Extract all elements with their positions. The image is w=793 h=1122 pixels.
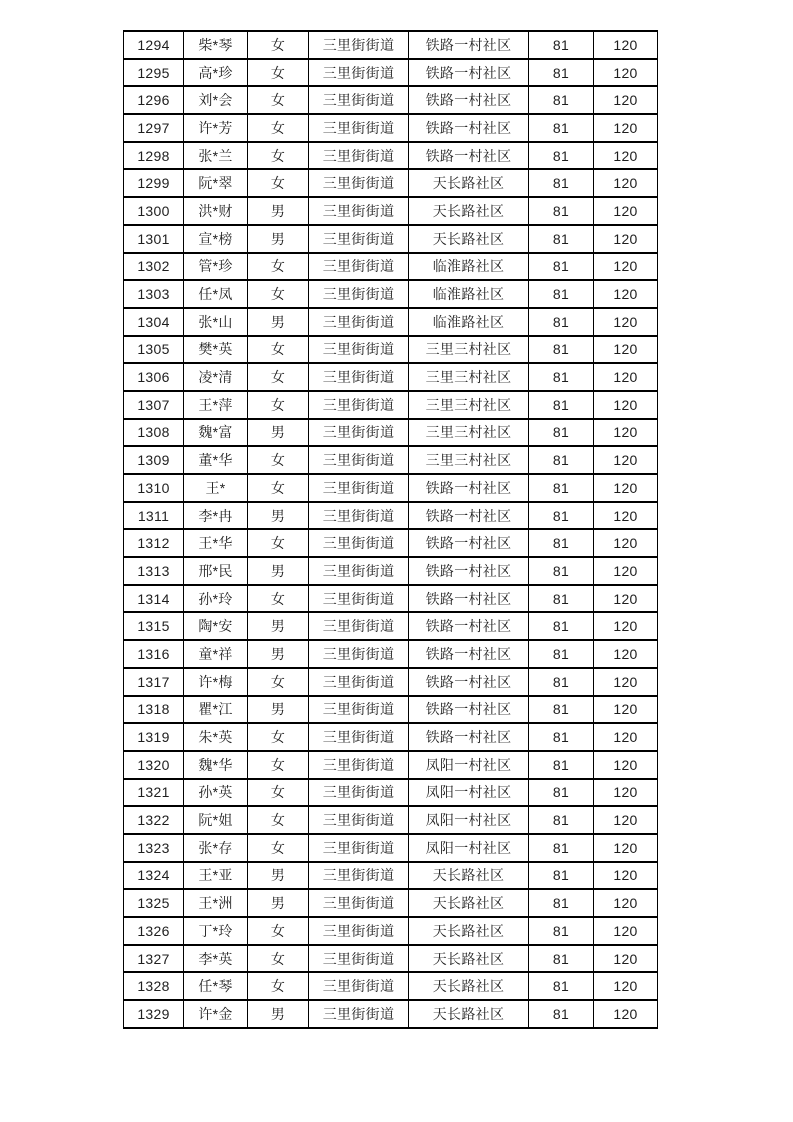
cell-gender: 女	[248, 834, 309, 862]
cell-community: 凤阳一村社区	[409, 751, 529, 779]
cell-community: 临淮路社区	[409, 253, 529, 281]
cell-serial-number: 1308	[124, 419, 184, 447]
cell-value-2: 120	[594, 142, 658, 170]
cell-community: 铁路一村社区	[409, 612, 529, 640]
cell-person-name: 丁*玲	[184, 917, 248, 945]
cell-person-name: 李*英	[184, 945, 248, 973]
cell-gender: 女	[248, 668, 309, 696]
cell-serial-number: 1300	[124, 197, 184, 225]
cell-value-2: 120	[594, 114, 658, 142]
cell-person-name: 高*珍	[184, 59, 248, 87]
cell-street: 三里街街道	[309, 779, 409, 807]
cell-value-1: 81	[529, 612, 594, 640]
cell-serial-number: 1297	[124, 114, 184, 142]
cell-community: 天长路社区	[409, 945, 529, 973]
table-row	[124, 308, 658, 336]
cell-gender: 男	[248, 889, 309, 917]
table-row	[124, 751, 658, 779]
cell-serial-number: 1295	[124, 59, 184, 87]
cell-person-name: 王*亚	[184, 862, 248, 890]
cell-serial-number: 1321	[124, 779, 184, 807]
cell-street: 三里街街道	[309, 363, 409, 391]
table-row	[124, 806, 658, 834]
cell-gender: 女	[248, 363, 309, 391]
cell-serial-number: 1311	[124, 502, 184, 530]
cell-person-name: 张*山	[184, 308, 248, 336]
cell-value-2: 120	[594, 308, 658, 336]
cell-street: 三里街街道	[309, 59, 409, 87]
cell-serial-number: 1303	[124, 280, 184, 308]
cell-gender: 女	[248, 169, 309, 197]
table-row	[124, 945, 658, 973]
cell-value-1: 81	[529, 1000, 594, 1028]
cell-community: 铁路一村社区	[409, 502, 529, 530]
cell-value-2: 120	[594, 169, 658, 197]
cell-value-2: 120	[594, 363, 658, 391]
cell-value-1: 81	[529, 917, 594, 945]
cell-street: 三里街街道	[309, 972, 409, 1000]
cell-value-1: 81	[529, 114, 594, 142]
cell-serial-number: 1325	[124, 889, 184, 917]
table-row	[124, 862, 658, 890]
cell-value-2: 120	[594, 446, 658, 474]
cell-street: 三里街街道	[309, 446, 409, 474]
cell-person-name: 董*华	[184, 446, 248, 474]
table-row	[124, 1000, 658, 1028]
cell-value-2: 120	[594, 391, 658, 419]
cell-value-1: 81	[529, 751, 594, 779]
cell-value-1: 81	[529, 889, 594, 917]
cell-community: 铁路一村社区	[409, 585, 529, 613]
cell-serial-number: 1313	[124, 557, 184, 585]
cell-value-1: 81	[529, 419, 594, 447]
cell-street: 三里街街道	[309, 889, 409, 917]
cell-serial-number: 1326	[124, 917, 184, 945]
cell-person-name: 王*萍	[184, 391, 248, 419]
cell-value-2: 120	[594, 862, 658, 890]
cell-person-name: 阮*姐	[184, 806, 248, 834]
cell-value-1: 81	[529, 280, 594, 308]
cell-value-1: 81	[529, 391, 594, 419]
cell-street: 三里街街道	[309, 585, 409, 613]
cell-value-1: 81	[529, 142, 594, 170]
cell-community: 铁路一村社区	[409, 723, 529, 751]
cell-serial-number: 1318	[124, 696, 184, 724]
cell-person-name: 柴*琴	[184, 31, 248, 59]
cell-community: 三里三村社区	[409, 446, 529, 474]
cell-community: 凤阳一村社区	[409, 806, 529, 834]
cell-person-name: 洪*财	[184, 197, 248, 225]
cell-person-name: 任*凤	[184, 280, 248, 308]
table-row	[124, 197, 658, 225]
cell-value-1: 81	[529, 336, 594, 364]
roster-table-body	[124, 31, 658, 1028]
cell-serial-number: 1317	[124, 668, 184, 696]
cell-serial-number: 1301	[124, 225, 184, 253]
cell-value-1: 81	[529, 529, 594, 557]
cell-street: 三里街街道	[309, 862, 409, 890]
cell-gender: 女	[248, 391, 309, 419]
cell-serial-number: 1324	[124, 862, 184, 890]
cell-person-name: 魏*华	[184, 751, 248, 779]
cell-community: 铁路一村社区	[409, 696, 529, 724]
cell-person-name: 瞿*江	[184, 696, 248, 724]
cell-community: 天长路社区	[409, 972, 529, 1000]
cell-community: 凤阳一村社区	[409, 834, 529, 862]
cell-person-name: 王*	[184, 474, 248, 502]
cell-street: 三里街街道	[309, 197, 409, 225]
cell-value-1: 81	[529, 945, 594, 973]
cell-street: 三里街街道	[309, 225, 409, 253]
cell-value-1: 81	[529, 696, 594, 724]
cell-community: 凤阳一村社区	[409, 779, 529, 807]
cell-gender: 男	[248, 696, 309, 724]
cell-value-2: 120	[594, 834, 658, 862]
table-row	[124, 169, 658, 197]
cell-value-2: 120	[594, 336, 658, 364]
cell-person-name: 张*兰	[184, 142, 248, 170]
table-row	[124, 723, 658, 751]
cell-value-2: 120	[594, 779, 658, 807]
cell-value-1: 81	[529, 585, 594, 613]
table-row	[124, 86, 658, 114]
cell-value-2: 120	[594, 723, 658, 751]
cell-serial-number: 1304	[124, 308, 184, 336]
cell-person-name: 王*洲	[184, 889, 248, 917]
cell-community: 三里三村社区	[409, 419, 529, 447]
cell-value-2: 120	[594, 917, 658, 945]
cell-person-name: 邢*民	[184, 557, 248, 585]
table-row	[124, 834, 658, 862]
cell-gender: 女	[248, 474, 309, 502]
cell-community: 铁路一村社区	[409, 640, 529, 668]
cell-value-1: 81	[529, 557, 594, 585]
cell-person-name: 刘*会	[184, 86, 248, 114]
cell-community: 天长路社区	[409, 1000, 529, 1028]
cell-serial-number: 1294	[124, 31, 184, 59]
cell-serial-number: 1298	[124, 142, 184, 170]
cell-gender: 女	[248, 945, 309, 973]
cell-value-2: 120	[594, 419, 658, 447]
cell-serial-number: 1329	[124, 1000, 184, 1028]
cell-person-name: 王*华	[184, 529, 248, 557]
cell-person-name: 童*祥	[184, 640, 248, 668]
cell-gender: 男	[248, 640, 309, 668]
cell-serial-number: 1312	[124, 529, 184, 557]
cell-gender: 女	[248, 446, 309, 474]
table-row	[124, 31, 658, 59]
cell-serial-number: 1305	[124, 336, 184, 364]
cell-value-1: 81	[529, 972, 594, 1000]
cell-gender: 女	[248, 972, 309, 1000]
cell-street: 三里街街道	[309, 945, 409, 973]
cell-person-name: 孙*英	[184, 779, 248, 807]
cell-serial-number: 1296	[124, 86, 184, 114]
cell-value-2: 120	[594, 806, 658, 834]
cell-value-2: 120	[594, 502, 658, 530]
cell-street: 三里街街道	[309, 834, 409, 862]
cell-gender: 男	[248, 557, 309, 585]
cell-serial-number: 1314	[124, 585, 184, 613]
cell-community: 天长路社区	[409, 197, 529, 225]
cell-community: 铁路一村社区	[409, 86, 529, 114]
cell-value-2: 120	[594, 751, 658, 779]
cell-value-1: 81	[529, 197, 594, 225]
cell-value-2: 120	[594, 557, 658, 585]
cell-street: 三里街街道	[309, 502, 409, 530]
cell-value-2: 120	[594, 31, 658, 59]
cell-community: 铁路一村社区	[409, 114, 529, 142]
cell-serial-number: 1302	[124, 253, 184, 281]
table-row	[124, 253, 658, 281]
cell-value-2: 120	[594, 1000, 658, 1028]
table-row	[124, 474, 658, 502]
cell-serial-number: 1306	[124, 363, 184, 391]
cell-serial-number: 1315	[124, 612, 184, 640]
table-row	[124, 529, 658, 557]
table-row	[124, 972, 658, 1000]
cell-value-1: 81	[529, 446, 594, 474]
cell-value-2: 120	[594, 612, 658, 640]
cell-value-1: 81	[529, 169, 594, 197]
cell-value-1: 81	[529, 363, 594, 391]
cell-serial-number: 1309	[124, 446, 184, 474]
cell-gender: 女	[248, 86, 309, 114]
cell-community: 天长路社区	[409, 862, 529, 890]
cell-value-2: 120	[594, 889, 658, 917]
table-row	[124, 280, 658, 308]
cell-street: 三里街街道	[309, 917, 409, 945]
cell-value-1: 81	[529, 86, 594, 114]
cell-serial-number: 1327	[124, 945, 184, 973]
cell-serial-number: 1322	[124, 806, 184, 834]
cell-gender: 男	[248, 502, 309, 530]
cell-gender: 男	[248, 197, 309, 225]
cell-serial-number: 1310	[124, 474, 184, 502]
cell-gender: 女	[248, 779, 309, 807]
cell-street: 三里街街道	[309, 806, 409, 834]
table-row	[124, 917, 658, 945]
cell-value-1: 81	[529, 31, 594, 59]
cell-value-1: 81	[529, 308, 594, 336]
cell-value-2: 120	[594, 945, 658, 973]
cell-serial-number: 1316	[124, 640, 184, 668]
cell-value-2: 120	[594, 59, 658, 87]
cell-person-name: 管*珍	[184, 253, 248, 281]
cell-person-name: 任*琴	[184, 972, 248, 1000]
cell-street: 三里街街道	[309, 474, 409, 502]
cell-value-2: 120	[594, 972, 658, 1000]
cell-value-1: 81	[529, 834, 594, 862]
cell-community: 临淮路社区	[409, 280, 529, 308]
cell-street: 三里街街道	[309, 308, 409, 336]
table-row	[124, 142, 658, 170]
cell-value-1: 81	[529, 502, 594, 530]
cell-value-2: 120	[594, 253, 658, 281]
table-row	[124, 363, 658, 391]
cell-serial-number: 1307	[124, 391, 184, 419]
cell-gender: 男	[248, 225, 309, 253]
cell-community: 天长路社区	[409, 889, 529, 917]
cell-serial-number: 1299	[124, 169, 184, 197]
cell-street: 三里街街道	[309, 529, 409, 557]
cell-gender: 女	[248, 723, 309, 751]
cell-serial-number: 1328	[124, 972, 184, 1000]
table-row	[124, 640, 658, 668]
table-row	[124, 585, 658, 613]
cell-value-1: 81	[529, 862, 594, 890]
cell-community: 铁路一村社区	[409, 31, 529, 59]
cell-person-name: 孙*玲	[184, 585, 248, 613]
cell-street: 三里街街道	[309, 336, 409, 364]
cell-value-2: 120	[594, 640, 658, 668]
cell-person-name: 许*芳	[184, 114, 248, 142]
cell-community: 临淮路社区	[409, 308, 529, 336]
table-row	[124, 391, 658, 419]
table-row	[124, 696, 658, 724]
table-row	[124, 446, 658, 474]
cell-gender: 女	[248, 336, 309, 364]
cell-gender: 女	[248, 806, 309, 834]
cell-community: 天长路社区	[409, 225, 529, 253]
cell-gender: 男	[248, 419, 309, 447]
cell-street: 三里街街道	[309, 723, 409, 751]
cell-community: 铁路一村社区	[409, 557, 529, 585]
cell-street: 三里街街道	[309, 280, 409, 308]
cell-gender: 女	[248, 280, 309, 308]
table-row	[124, 889, 658, 917]
cell-person-name: 宣*榜	[184, 225, 248, 253]
cell-gender: 女	[248, 114, 309, 142]
cell-value-2: 120	[594, 197, 658, 225]
cell-community: 铁路一村社区	[409, 668, 529, 696]
cell-community: 三里三村社区	[409, 391, 529, 419]
table-row	[124, 612, 658, 640]
cell-gender: 男	[248, 1000, 309, 1028]
table-row	[124, 225, 658, 253]
cell-person-name: 李*冉	[184, 502, 248, 530]
cell-street: 三里街街道	[309, 86, 409, 114]
cell-community: 铁路一村社区	[409, 529, 529, 557]
cell-value-2: 120	[594, 474, 658, 502]
table-row	[124, 668, 658, 696]
cell-community: 铁路一村社区	[409, 59, 529, 87]
cell-value-2: 120	[594, 225, 658, 253]
cell-value-2: 120	[594, 280, 658, 308]
table-row	[124, 59, 658, 87]
cell-value-1: 81	[529, 806, 594, 834]
cell-gender: 女	[248, 917, 309, 945]
cell-gender: 女	[248, 142, 309, 170]
cell-person-name: 朱*英	[184, 723, 248, 751]
cell-street: 三里街街道	[309, 391, 409, 419]
cell-community: 天长路社区	[409, 917, 529, 945]
cell-gender: 男	[248, 862, 309, 890]
cell-value-1: 81	[529, 640, 594, 668]
table-row	[124, 336, 658, 364]
cell-person-name: 樊*英	[184, 336, 248, 364]
cell-value-1: 81	[529, 779, 594, 807]
cell-gender: 女	[248, 529, 309, 557]
cell-person-name: 魏*富	[184, 419, 248, 447]
cell-community: 铁路一村社区	[409, 142, 529, 170]
cell-gender: 男	[248, 308, 309, 336]
cell-value-2: 120	[594, 529, 658, 557]
cell-gender: 女	[248, 253, 309, 281]
cell-street: 三里街街道	[309, 1000, 409, 1028]
cell-gender: 女	[248, 751, 309, 779]
cell-value-1: 81	[529, 253, 594, 281]
cell-person-name: 陶*安	[184, 612, 248, 640]
cell-person-name: 许*梅	[184, 668, 248, 696]
cell-value-2: 120	[594, 696, 658, 724]
roster-table	[123, 30, 658, 1029]
table-row	[124, 114, 658, 142]
cell-value-1: 81	[529, 668, 594, 696]
cell-street: 三里街街道	[309, 668, 409, 696]
cell-street: 三里街街道	[309, 253, 409, 281]
cell-street: 三里街街道	[309, 31, 409, 59]
cell-gender: 女	[248, 585, 309, 613]
cell-gender: 女	[248, 31, 309, 59]
cell-value-2: 120	[594, 668, 658, 696]
table-row	[124, 779, 658, 807]
cell-gender: 女	[248, 59, 309, 87]
cell-serial-number: 1323	[124, 834, 184, 862]
cell-value-2: 120	[594, 585, 658, 613]
cell-person-name: 张*存	[184, 834, 248, 862]
cell-street: 三里街街道	[309, 114, 409, 142]
cell-street: 三里街街道	[309, 142, 409, 170]
cell-serial-number: 1319	[124, 723, 184, 751]
cell-serial-number: 1320	[124, 751, 184, 779]
cell-value-2: 120	[594, 86, 658, 114]
cell-street: 三里街街道	[309, 612, 409, 640]
cell-street: 三里街街道	[309, 419, 409, 447]
cell-value-1: 81	[529, 59, 594, 87]
cell-community: 三里三村社区	[409, 336, 529, 364]
cell-value-1: 81	[529, 474, 594, 502]
cell-community: 铁路一村社区	[409, 474, 529, 502]
cell-community: 三里三村社区	[409, 363, 529, 391]
table-row	[124, 502, 658, 530]
cell-street: 三里街街道	[309, 751, 409, 779]
table-row	[124, 419, 658, 447]
cell-street: 三里街街道	[309, 557, 409, 585]
cell-value-1: 81	[529, 225, 594, 253]
cell-community: 天长路社区	[409, 169, 529, 197]
cell-person-name: 许*金	[184, 1000, 248, 1028]
cell-person-name: 凌*清	[184, 363, 248, 391]
cell-person-name: 阮*翠	[184, 169, 248, 197]
cell-value-1: 81	[529, 723, 594, 751]
cell-street: 三里街街道	[309, 169, 409, 197]
cell-gender: 男	[248, 612, 309, 640]
table-row	[124, 557, 658, 585]
cell-street: 三里街街道	[309, 696, 409, 724]
cell-street: 三里街街道	[309, 640, 409, 668]
